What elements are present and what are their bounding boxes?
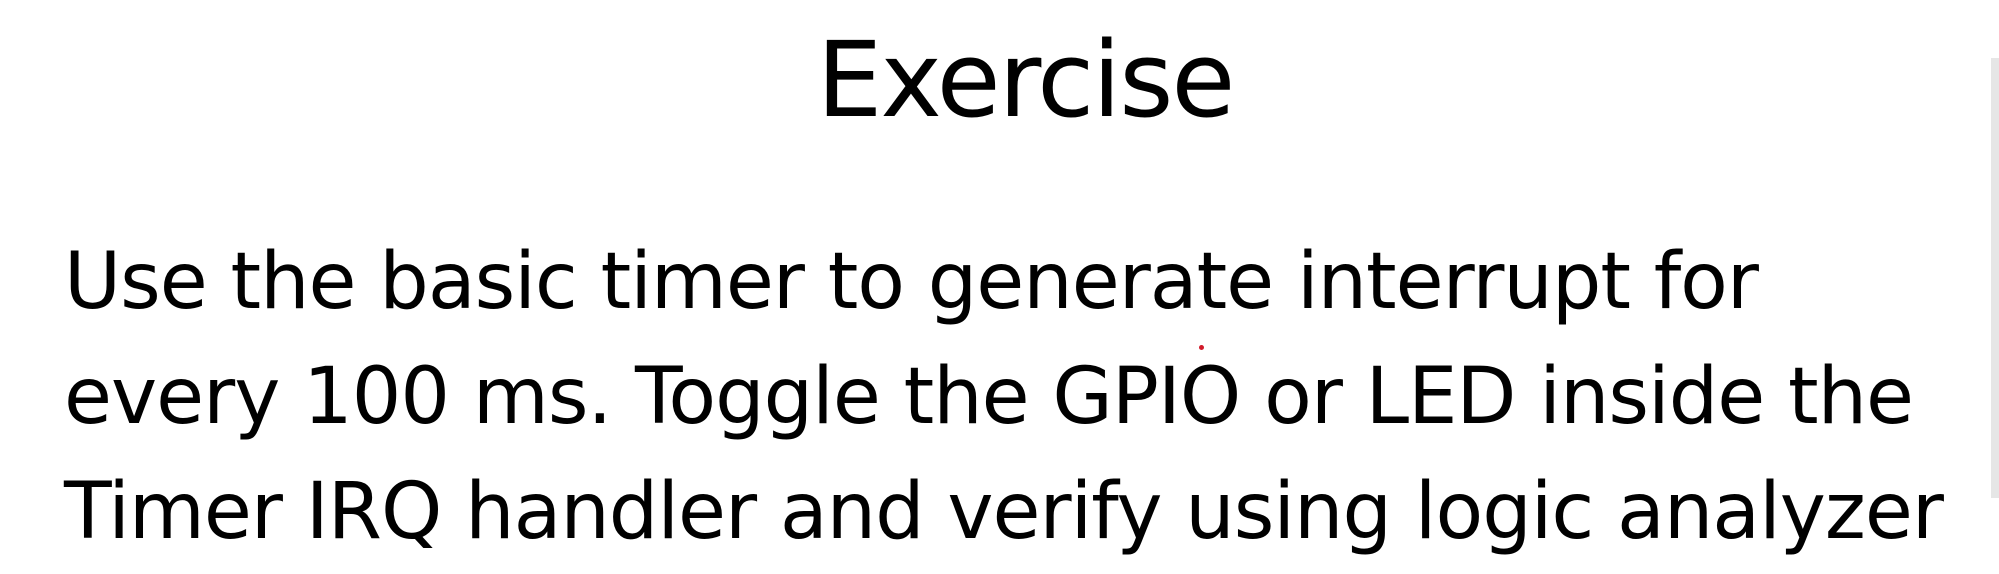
body-line-2: every 100 ms. Toggle the GPIO or LED inside the (64, 352, 1913, 442)
laser-pointer-dot (1199, 345, 1204, 350)
slide-title: Exercise (816, 19, 1234, 141)
body-line-3: Timer IRQ handler and verify using logic analyzer (64, 467, 1943, 557)
scrollbar[interactable] (1991, 58, 1999, 498)
body-line-1: Use the basic timer to generate interrupt for (64, 237, 1758, 327)
slide-body-text (64, 225, 1999, 570)
